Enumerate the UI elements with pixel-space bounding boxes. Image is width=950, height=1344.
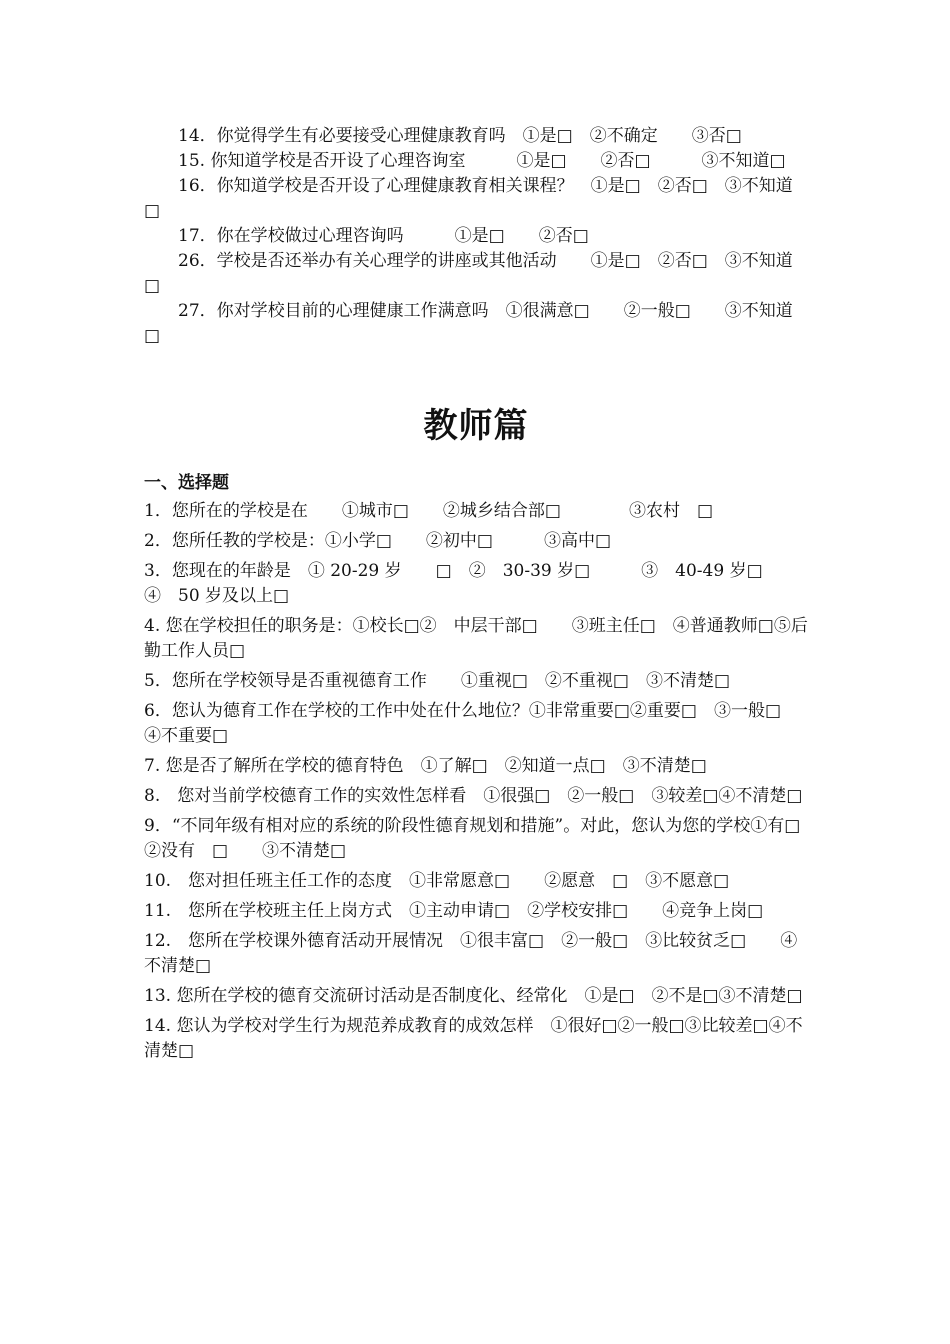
- teacher-question-10: 10. 您对担任班主任工作的态度 ①非常愿意□ ②愿意 □ ③不愿意□: [144, 871, 730, 891]
- document-page: [144, 124, 835, 1069]
- teacher-question-5: 5．您所在学校领导是否重视德育工作 ①重视□ ②不重视□ ③不清楚□: [144, 671, 731, 691]
- teacher-question-1: 1．您所在的学校是在 ①城市□ ②城乡结合部□ ③农村 □: [144, 501, 714, 521]
- multiple-choice-heading: 一、选择题: [144, 473, 229, 493]
- student-question-16: 16．你知道学校是否开设了心理健康教育相关课程？ ①是□ ②否□ ③不知道□: [144, 176, 793, 221]
- teacher-section-title: 教师篇: [423, 406, 529, 446]
- teacher-question-12: 12. 您所在学校课外德育活动开展情况 ①很丰富□ ②一般□ ③比较贫乏□ ④不清楚□: [144, 931, 798, 976]
- student-question-17: 17．你在学校做过心理咨询吗 ①是□ ②否□: [178, 226, 589, 246]
- teacher-question-6: 6．您认为德育工作在学校的工作中处在什么地位？①非常重要□②重要□ ③一般□ ④不重要□: [144, 701, 799, 746]
- student-question-27: 27．你对学校目前的心理健康工作满意吗 ①很满意□ ②一般□ ③不知道□: [144, 301, 793, 346]
- teacher-question-14: 14. 您认为学校对学生行为规范养成教育的成效怎样 ①很好□②一般□③比较差□④不清楚□: [144, 1016, 803, 1061]
- teacher-question-2: 2．您所任教的学校是：①小学□ ②初中□ ③高中□: [144, 531, 612, 551]
- teacher-question-3: 3．您现在的年龄是 ① 20-29 岁 □ ② 30-39 岁□ ③ 40-49 岁□ ④ 50 岁及以上□: [144, 561, 797, 606]
- teacher-question-13: 13. 您所在学校的德育交流研讨活动是否制度化、经常化 ①是□ ②不是□③不清楚□: [144, 986, 803, 1006]
- teacher-question-11: 11. 您所在学校班主任上岗方式 ①主动申请□ ②学校安排□ ④竞争上岗□: [144, 901, 764, 921]
- teacher-question-7: 7. 您是否了解所在学校的德育特色 ①了解□ ②知道一点□ ③不清楚□: [144, 756, 707, 776]
- student-question-15: 15. 你知道学校是否开设了心理咨询室 ①是□ ②否□ ③不知道□: [178, 151, 786, 171]
- student-questions-block: [144, 124, 808, 349]
- teacher-question-9: 9．“不同年级有相对应的系统的阶段性德育规划和措施”。对此，您认为您的学校①有□ ②没有 □ ③不清楚□: [144, 816, 835, 861]
- teacher-question-4: 4. 您在学校担任的职务是：①校长□② 中层干部□ ③班主任□ ④普通教师□⑤后勤工作人员□: [144, 616, 808, 661]
- student-question-26: 26．学校是否还举办有关心理学的讲座或其他活动 ①是□ ②否□ ③不知道□: [144, 251, 793, 296]
- student-question-14: 14．你觉得学生有必要接受心理健康教育吗 ①是□ ②不确定 ③否□: [178, 126, 742, 146]
- teacher-questions-list: [144, 499, 835, 1064]
- teacher-question-8: 8. 您对当前学校德育工作的实效性怎样看 ①很强□ ②一般□ ③较差□④不清楚□: [144, 786, 803, 806]
